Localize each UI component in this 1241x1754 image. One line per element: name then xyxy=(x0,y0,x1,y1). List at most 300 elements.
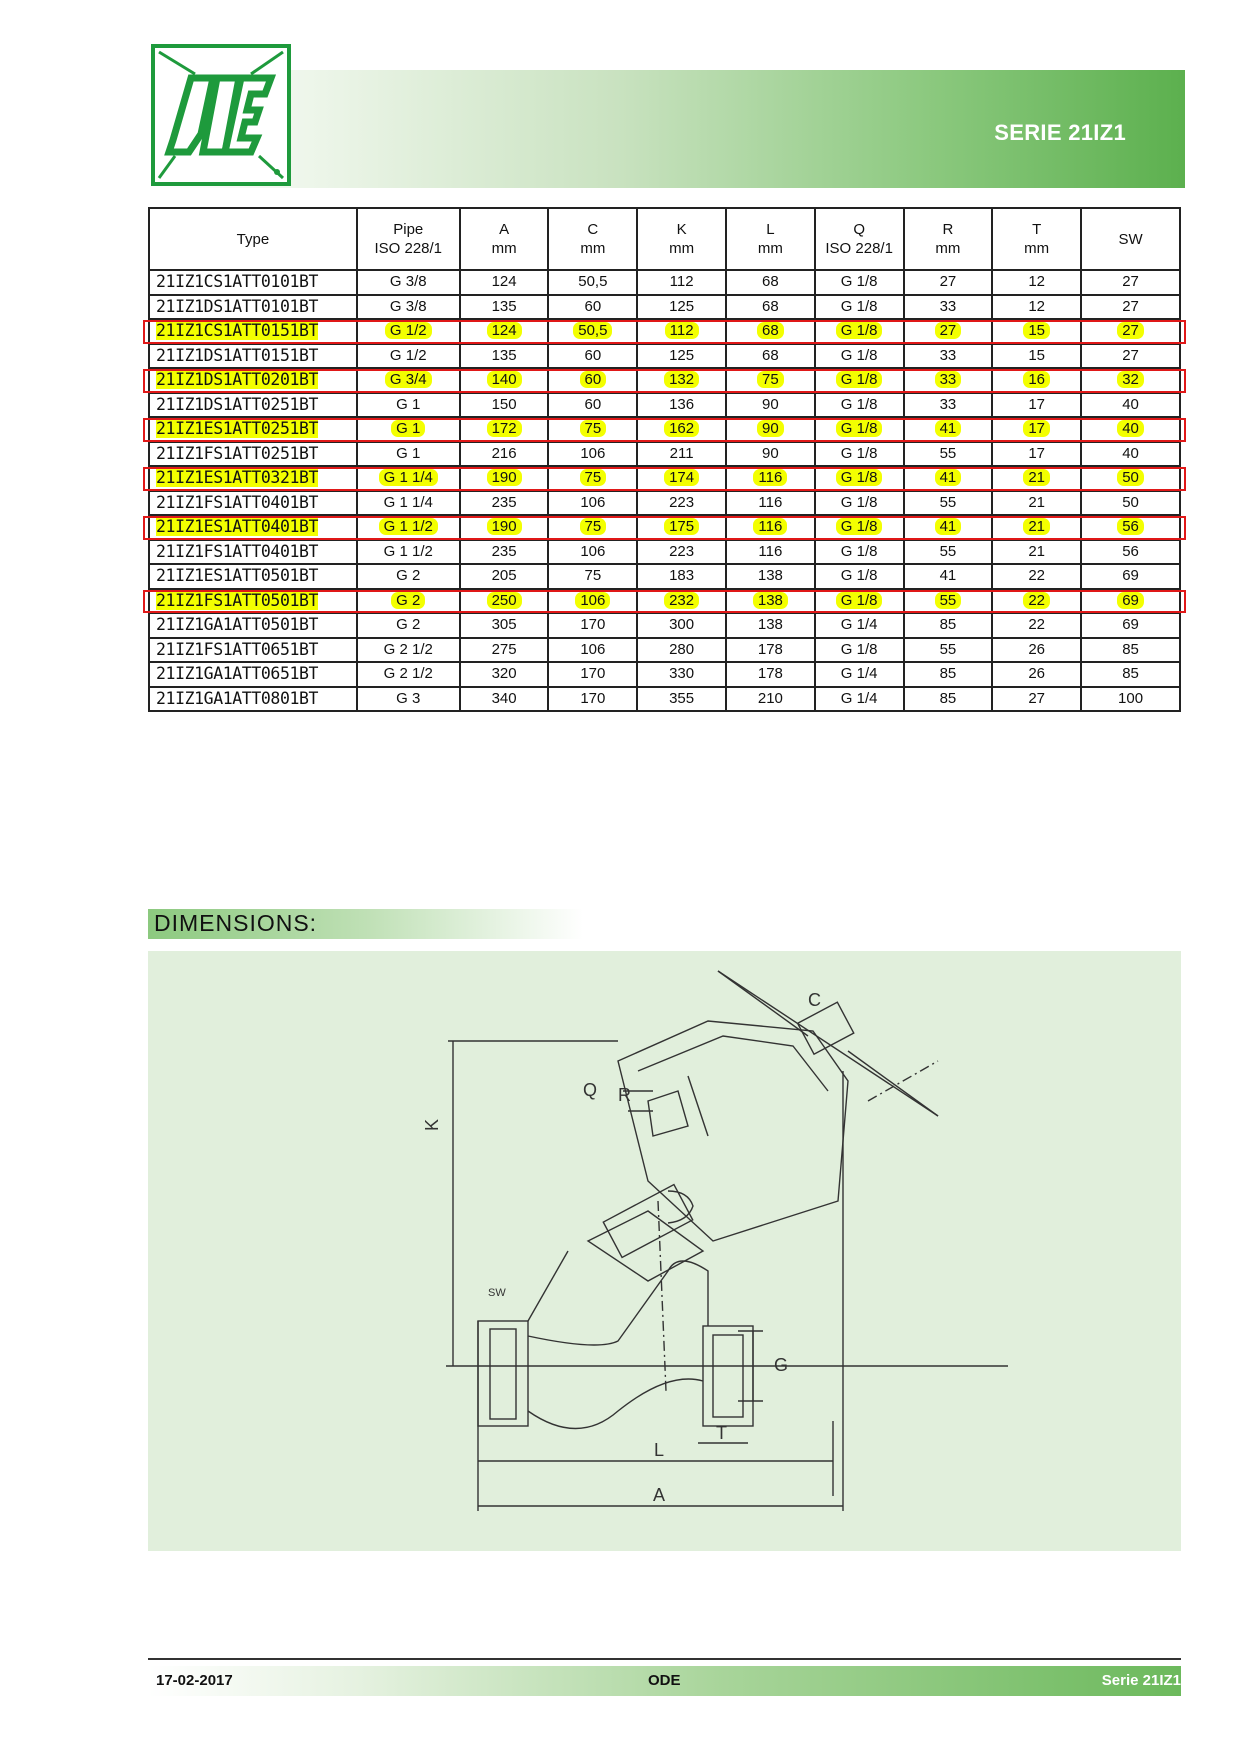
value-cell xyxy=(726,491,815,516)
cell-text: 235 xyxy=(491,542,517,560)
cell-text: 60 xyxy=(584,297,602,315)
cell-text: 40 xyxy=(1117,420,1144,437)
table-row xyxy=(149,295,1180,320)
column-header xyxy=(1081,208,1180,270)
cell-text: 85 xyxy=(939,616,957,634)
cell-text: 300 xyxy=(669,616,695,634)
cell-text: 50,5 xyxy=(573,322,612,339)
cell-text: 69 xyxy=(1117,592,1144,609)
cell-text: G 1 xyxy=(396,395,421,413)
cell-text: 138 xyxy=(757,616,783,634)
value-cell xyxy=(992,344,1081,369)
cell-text: 22 xyxy=(1028,567,1046,585)
cell-text: G 1/8 xyxy=(840,640,878,658)
table-row xyxy=(149,687,1180,712)
cell-text: G 1/8 xyxy=(836,518,883,535)
value-cell xyxy=(460,564,549,589)
value-cell xyxy=(1081,638,1180,663)
cell-text: 32 xyxy=(1117,371,1144,388)
cell-text: 90 xyxy=(762,444,779,462)
cell-text: 21IZ1ES1ATT0251BT xyxy=(156,419,319,439)
cell-text: 116 xyxy=(753,518,787,535)
column-header xyxy=(149,208,357,270)
value-cell xyxy=(357,344,460,369)
value-cell xyxy=(904,638,993,663)
cell-text: 216 xyxy=(491,444,517,462)
cell-text: 124 xyxy=(487,322,522,339)
cell-text: G 1 1/4 xyxy=(379,469,438,486)
cell-text: 50 xyxy=(1117,469,1144,486)
value-cell xyxy=(1081,344,1180,369)
value-cell xyxy=(815,662,904,687)
cell-text: 125 xyxy=(669,297,695,315)
cell-text: 305 xyxy=(491,616,517,634)
cell-text: 275 xyxy=(491,640,517,658)
cell-text: 17 xyxy=(1028,444,1046,462)
cell-text: 125 xyxy=(669,346,695,364)
value-cell xyxy=(815,491,904,516)
table-row xyxy=(149,442,1180,467)
row-highlight-box xyxy=(143,590,1186,614)
value-cell xyxy=(548,638,637,663)
value-cell xyxy=(548,613,637,638)
cell-text: G 2 xyxy=(396,567,421,585)
column-header xyxy=(460,208,549,270)
cell-text: 21 xyxy=(1028,542,1046,560)
value-cell xyxy=(637,540,726,565)
value-cell xyxy=(548,540,637,565)
column-header-label: L xyxy=(766,221,775,238)
column-header xyxy=(726,208,815,270)
cell-text: G 1/8 xyxy=(840,395,878,413)
value-cell xyxy=(637,638,726,663)
cell-text: 106 xyxy=(580,444,606,462)
cell-text: 172 xyxy=(487,420,522,437)
cell-text: 170 xyxy=(580,689,606,707)
cell-text: 330 xyxy=(669,665,695,683)
cell-text: 21IZ1FS1ATT0401BT xyxy=(156,492,319,512)
cell-text: 21IZ1DS1ATT0251BT xyxy=(156,394,319,414)
cell-text: 69 xyxy=(1122,567,1139,585)
cell-text: 21IZ1CS1ATT0151BT xyxy=(156,321,319,341)
cell-text: 60 xyxy=(584,346,602,364)
value-cell xyxy=(637,393,726,418)
cell-text: 162 xyxy=(664,420,699,437)
cell-text: 178 xyxy=(757,665,783,683)
column-header-label: mm xyxy=(669,240,695,257)
column-header-label: A xyxy=(499,221,510,238)
cell-text: 90 xyxy=(762,395,779,413)
cell-text: 85 xyxy=(1122,665,1139,683)
cell-text: 106 xyxy=(580,493,606,511)
table-row xyxy=(149,393,1180,418)
value-cell xyxy=(726,687,815,712)
value-cell xyxy=(357,638,460,663)
cell-text: 106 xyxy=(580,542,606,560)
value-cell xyxy=(637,613,726,638)
value-cell xyxy=(904,295,993,320)
footer-brand: ODE xyxy=(648,1672,681,1689)
cell-text: 175 xyxy=(664,518,699,535)
cell-text: G 1/2 xyxy=(385,322,432,339)
cell-text: 55 xyxy=(939,493,957,511)
value-cell xyxy=(904,564,993,589)
cell-text: 116 xyxy=(758,493,783,511)
cell-text: 22 xyxy=(1023,592,1050,609)
cell-text: 40 xyxy=(1122,444,1139,462)
table-row xyxy=(149,270,1180,295)
cell-text: 85 xyxy=(939,665,957,683)
value-cell xyxy=(548,270,637,295)
value-cell xyxy=(726,393,815,418)
value-cell xyxy=(460,540,549,565)
value-cell xyxy=(357,662,460,687)
value-cell xyxy=(992,662,1081,687)
cell-text: 21IZ1DS1ATT0151BT xyxy=(156,345,319,365)
cell-text: 22 xyxy=(1028,616,1046,634)
value-cell xyxy=(904,540,993,565)
type-cell xyxy=(149,393,357,418)
cell-text: 27 xyxy=(1122,346,1139,364)
value-cell xyxy=(904,613,993,638)
column-header-label: mm xyxy=(935,240,961,257)
type-cell xyxy=(149,662,357,687)
table-row xyxy=(149,613,1180,638)
value-cell xyxy=(548,662,637,687)
value-cell xyxy=(815,344,904,369)
cell-text: G 1 xyxy=(391,420,425,437)
cell-text: 21 xyxy=(1023,469,1050,486)
cell-text: 41 xyxy=(939,567,957,585)
cell-text: G 1/8 xyxy=(836,420,883,437)
logo-graphic xyxy=(155,48,287,182)
cell-text: 210 xyxy=(757,689,783,707)
value-cell xyxy=(992,613,1081,638)
column-header xyxy=(357,208,460,270)
value-cell xyxy=(992,270,1081,295)
value-cell xyxy=(726,564,815,589)
cell-text: 178 xyxy=(757,640,783,658)
row-highlight-box xyxy=(143,320,1186,344)
type-cell xyxy=(149,295,357,320)
type-cell xyxy=(149,491,357,516)
cell-text: 250 xyxy=(487,592,522,609)
cell-text: 69 xyxy=(1122,616,1139,634)
cell-text: 68 xyxy=(757,322,784,339)
cell-text: 15 xyxy=(1023,322,1050,339)
column-header-label: T xyxy=(1032,221,1042,238)
type-cell xyxy=(149,564,357,589)
column-header xyxy=(992,208,1081,270)
table-row xyxy=(149,564,1180,589)
cell-text: G 1/8 xyxy=(836,469,883,486)
value-cell xyxy=(548,393,637,418)
cell-text: 21IZ1DS1ATT0101BT xyxy=(156,296,319,316)
column-header-label: mm xyxy=(580,240,606,257)
cell-text: G 1/8 xyxy=(836,592,883,609)
value-cell xyxy=(904,344,993,369)
cell-text: 85 xyxy=(939,689,957,707)
value-cell xyxy=(548,344,637,369)
cell-text: 21IZ1ES1ATT0321BT xyxy=(156,468,319,488)
label-k: K xyxy=(422,1118,442,1131)
cell-text: 12 xyxy=(1028,297,1046,315)
column-header-label: ISO 228/1 xyxy=(825,240,893,257)
value-cell xyxy=(357,270,460,295)
cell-text: 174 xyxy=(664,469,699,486)
value-cell xyxy=(357,564,460,589)
value-cell xyxy=(357,540,460,565)
label-r: R xyxy=(618,1085,631,1105)
column-header-label: Q xyxy=(853,221,865,238)
cell-text: G 1/4 xyxy=(840,616,878,634)
cell-text: 21IZ1FS1ATT0651BT xyxy=(156,639,319,659)
ode-logo xyxy=(151,44,291,186)
cell-text: 235 xyxy=(491,493,517,511)
cell-text: 223 xyxy=(669,542,695,560)
cell-text: 21IZ1ES1ATT0501BT xyxy=(156,566,319,586)
cell-text: 21 xyxy=(1023,518,1050,535)
value-cell xyxy=(992,393,1081,418)
table-row xyxy=(149,491,1180,516)
cell-text: 33 xyxy=(935,371,962,388)
label-a: A xyxy=(653,1485,666,1505)
cell-text: G 1/2 xyxy=(389,346,427,364)
footer-serie: Serie 21IZ1 xyxy=(1101,1672,1181,1689)
label-t: T xyxy=(716,1423,727,1443)
cell-text: 56 xyxy=(1122,542,1139,560)
value-cell xyxy=(460,393,549,418)
cell-text: 116 xyxy=(758,542,783,560)
cell-text: 355 xyxy=(669,689,695,707)
value-cell xyxy=(357,613,460,638)
value-cell xyxy=(1081,613,1180,638)
row-highlight-box xyxy=(143,369,1186,393)
value-cell xyxy=(726,540,815,565)
cell-text: 41 xyxy=(935,518,962,535)
cell-text: 106 xyxy=(575,592,610,609)
column-header-label: R xyxy=(942,221,954,238)
value-cell xyxy=(815,638,904,663)
cell-text: 21IZ1CS1ATT0101BT xyxy=(156,272,319,292)
value-cell xyxy=(815,540,904,565)
cell-text: G 1/4 xyxy=(840,665,878,683)
value-cell xyxy=(815,613,904,638)
cell-text: 27 xyxy=(1122,297,1139,315)
cell-text: 26 xyxy=(1028,665,1046,683)
cell-text: 21IZ1GA1ATT0651BT xyxy=(156,664,319,684)
cell-text: 27 xyxy=(1028,689,1046,707)
row-highlight-box xyxy=(143,418,1186,442)
valve-drawing xyxy=(148,951,1181,1551)
cell-text: G 3/8 xyxy=(389,297,427,315)
column-header xyxy=(904,208,993,270)
label-c: C xyxy=(808,990,821,1010)
value-cell xyxy=(815,442,904,467)
cell-text: 27 xyxy=(1122,273,1139,291)
column-header-label: mm xyxy=(757,240,783,257)
row-highlight-box xyxy=(143,467,1186,491)
column-header-label: C xyxy=(587,221,599,238)
value-cell xyxy=(548,564,637,589)
page-title: SERIE 21IZ1 xyxy=(994,120,1126,145)
cell-text: 135 xyxy=(491,346,517,364)
value-cell xyxy=(357,687,460,712)
cell-text: 21 xyxy=(1028,493,1046,511)
cell-text: 100 xyxy=(1118,689,1144,707)
cell-text: G 3 xyxy=(396,689,421,707)
cell-text: 56 xyxy=(1117,518,1144,535)
cell-text: 55 xyxy=(939,542,957,560)
table-header-row xyxy=(149,208,1180,270)
row-highlight-box xyxy=(143,516,1186,540)
cell-text: 33 xyxy=(939,346,957,364)
value-cell xyxy=(637,344,726,369)
value-cell xyxy=(460,662,549,687)
value-cell xyxy=(460,270,549,295)
cell-text: 170 xyxy=(580,665,606,683)
cell-text: 132 xyxy=(664,371,699,388)
cell-text: G 1/8 xyxy=(836,322,883,339)
cell-text: G 1 1/2 xyxy=(379,518,438,535)
value-cell xyxy=(637,687,726,712)
cell-text: 12 xyxy=(1028,273,1046,291)
cell-text: 116 xyxy=(753,469,787,486)
value-cell xyxy=(460,491,549,516)
value-cell xyxy=(726,442,815,467)
cell-text: G 1 xyxy=(396,444,421,462)
dimensions-panel xyxy=(148,951,1181,1551)
value-cell xyxy=(992,638,1081,663)
value-cell xyxy=(815,564,904,589)
cell-text: G 2 xyxy=(391,592,425,609)
cell-text: G 3/4 xyxy=(385,371,432,388)
label-sw: SW xyxy=(488,1287,506,1299)
cell-text: 280 xyxy=(669,640,695,658)
cell-text: 75 xyxy=(580,420,607,437)
cell-text: 68 xyxy=(762,346,779,364)
value-cell xyxy=(726,613,815,638)
value-cell xyxy=(904,442,993,467)
cell-text: G 2 1/2 xyxy=(383,665,433,683)
cell-text: 21IZ1FS1ATT0501BT xyxy=(156,590,319,610)
table-row xyxy=(149,344,1180,369)
value-cell xyxy=(904,491,993,516)
cell-text: 232 xyxy=(664,592,699,609)
cell-text: 21IZ1GA1ATT0501BT xyxy=(156,615,319,635)
value-cell xyxy=(637,442,726,467)
cell-text: 75 xyxy=(580,518,607,535)
cell-text: 50 xyxy=(1122,493,1139,511)
value-cell xyxy=(357,491,460,516)
cell-text: 75 xyxy=(584,567,602,585)
cell-text: 27 xyxy=(935,322,962,339)
value-cell xyxy=(904,393,993,418)
value-cell xyxy=(726,344,815,369)
value-cell xyxy=(357,393,460,418)
cell-text: 340 xyxy=(491,689,517,707)
cell-text: 60 xyxy=(580,371,607,388)
cell-text: 17 xyxy=(1023,420,1050,437)
cell-text: 140 xyxy=(487,371,522,388)
label-l: L xyxy=(654,1440,665,1460)
label-q: Q xyxy=(583,1080,598,1100)
cell-text: 55 xyxy=(935,592,962,609)
cell-text: 150 xyxy=(491,395,517,413)
cell-text: 320 xyxy=(491,665,517,683)
value-cell xyxy=(1081,564,1180,589)
value-cell xyxy=(904,687,993,712)
cell-text: 50,5 xyxy=(578,273,608,291)
value-cell xyxy=(1081,540,1180,565)
cell-text: 40 xyxy=(1122,395,1139,413)
cell-text: 27 xyxy=(1117,322,1144,339)
cell-text: 41 xyxy=(935,420,962,437)
table-row xyxy=(149,638,1180,663)
cell-text: G 1/8 xyxy=(840,297,878,315)
cell-text: G 1 1/4 xyxy=(383,493,433,511)
value-cell xyxy=(460,687,549,712)
type-cell xyxy=(149,270,357,295)
cell-text: 75 xyxy=(580,469,607,486)
column-header-label: SW xyxy=(1118,230,1143,248)
value-cell xyxy=(992,564,1081,589)
value-cell xyxy=(815,270,904,295)
value-cell xyxy=(992,491,1081,516)
type-cell xyxy=(149,687,357,712)
column-header xyxy=(815,208,904,270)
cell-text: 33 xyxy=(939,395,957,413)
cell-text: 106 xyxy=(580,640,606,658)
cell-text: G 1/8 xyxy=(840,444,878,462)
value-cell xyxy=(904,270,993,295)
cell-text: 21IZ1FS1ATT0401BT xyxy=(156,541,319,561)
footer-date: 17-02-2017 xyxy=(156,1672,233,1689)
cell-text: G 1/8 xyxy=(840,567,878,585)
value-cell xyxy=(1081,491,1180,516)
cell-text: 26 xyxy=(1028,640,1046,658)
cell-text: 138 xyxy=(757,567,783,585)
column-header-label: K xyxy=(676,221,687,238)
cell-text: 21IZ1GA1ATT0801BT xyxy=(156,688,319,708)
value-cell xyxy=(815,295,904,320)
label-g: G xyxy=(774,1355,789,1375)
cell-text: 16 xyxy=(1023,371,1050,388)
value-cell xyxy=(460,442,549,467)
cell-text: 138 xyxy=(753,592,788,609)
cell-text: 55 xyxy=(939,640,957,658)
cell-text: 90 xyxy=(757,420,784,437)
value-cell xyxy=(460,295,549,320)
value-cell xyxy=(357,442,460,467)
column-header-label: ISO 228/1 xyxy=(374,240,443,257)
cell-text: 55 xyxy=(939,444,957,462)
cell-text: 33 xyxy=(939,297,957,315)
spec-table xyxy=(148,207,1181,712)
column-header-label: mm xyxy=(491,240,517,257)
cell-text: G 1/8 xyxy=(836,371,883,388)
cell-text: G 1/4 xyxy=(840,689,878,707)
cell-text: 190 xyxy=(487,469,522,486)
value-cell xyxy=(548,295,637,320)
type-cell xyxy=(149,540,357,565)
value-cell xyxy=(726,638,815,663)
cell-text: G 1 1/2 xyxy=(383,542,433,560)
cell-text: 75 xyxy=(757,371,784,388)
table-row xyxy=(149,662,1180,687)
cell-text: G 1/8 xyxy=(840,273,878,291)
value-cell xyxy=(815,687,904,712)
